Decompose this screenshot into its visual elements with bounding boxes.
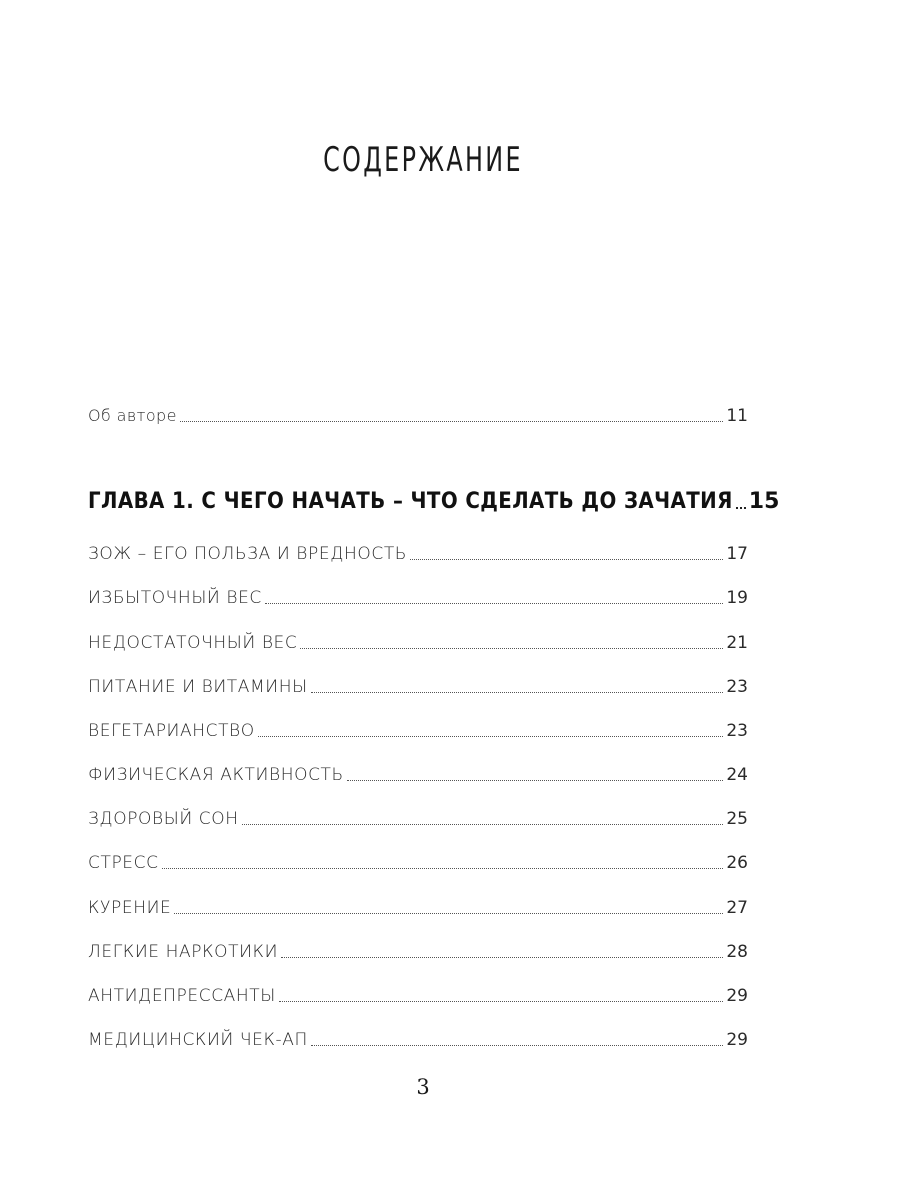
dot-leader [311,1045,724,1046]
toc-section-label: ПИТАНИЕ И ВИТАМИНЫ [88,677,308,697]
toc-section-label: МЕДИЦИНСКИЙ ЧЕК-АП [88,1030,308,1050]
toc-section-row[interactable] [88,799,748,829]
toc-section-label: ЗДОРОВЫЙ СОН [88,809,239,829]
toc-section-label: ФИЗИЧЕСКАЯ АКТИВНОСТЬ [88,765,344,785]
toc-entry-author[interactable] [88,396,748,426]
toc-entry-page: 11 [726,406,748,426]
toc-section-page: 29 [726,986,748,1006]
toc-section-row[interactable] [88,755,748,785]
page-title: СОДЕРЖАНИЕ [323,140,523,180]
toc-section-row[interactable] [88,843,748,873]
toc-section-page: 23 [726,677,748,697]
dot-leader [265,603,723,604]
toc-section-page: 27 [726,898,748,918]
toc-section-row[interactable] [88,1020,748,1050]
toc-section-row[interactable] [88,623,748,653]
toc-section-row[interactable] [88,534,748,564]
toc-section-page: 24 [726,765,748,785]
toc-chapter-page: 15 [748,489,780,514]
toc-section-row[interactable] [88,932,748,962]
toc-section-label: НЕДОСТАТОЧНЫЙ ВЕС [88,633,298,653]
toc-section-label: ЛЕГКИЕ НАРКОТИКИ [88,942,279,962]
dot-leader [174,913,723,914]
toc-section-page: 17 [726,544,748,564]
dot-leader [242,824,724,825]
toc-section-label: ИЗБЫТОЧНЫЙ ВЕС [88,588,262,608]
toc-section-label: СТРЕСС [88,853,159,873]
toc-section-row[interactable] [88,578,748,608]
dot-leader [347,780,724,781]
toc-chapter-label: ГЛАВА 1. С ЧЕГО НАЧАТЬ – ЧТО СДЕЛАТЬ ДО ЗАЧАТИЯ [88,489,733,514]
dot-leader [281,957,723,958]
toc-section-row[interactable] [88,976,748,1006]
toc-section-row[interactable] [88,667,748,697]
toc-entry-label: Об авторе [88,406,177,425]
toc-section-row[interactable] [88,888,748,918]
dot-leader [258,736,724,737]
page-number: 3 [416,1075,430,1099]
toc-section-page: 21 [726,633,748,653]
toc-section-page: 19 [726,588,748,608]
toc-section-page: 26 [726,853,748,873]
dot-leader [736,507,746,509]
dot-leader [162,868,724,869]
dot-leader [180,421,724,422]
dot-leader [311,692,724,693]
toc-section-label: КУРЕНИЕ [88,898,172,918]
toc-section-page: 29 [726,1030,748,1050]
toc-section-row[interactable] [88,711,748,741]
dot-leader [410,559,723,560]
toc-section-page: 23 [726,721,748,741]
toc-section-label: ВЕГЕТАРИАНСТВО [88,721,255,741]
toc-section-page: 28 [726,942,748,962]
toc-section-label: ЗОЖ – ЕГО ПОЛЬЗА И ВРЕДНОСТЬ [88,544,408,564]
toc-entry-chapter[interactable] [88,484,780,514]
dot-leader [279,1001,723,1002]
dot-leader [300,648,723,649]
toc-section-label: АНТИДЕПРЕССАНТЫ [88,986,276,1006]
toc-section-page: 25 [726,809,748,829]
